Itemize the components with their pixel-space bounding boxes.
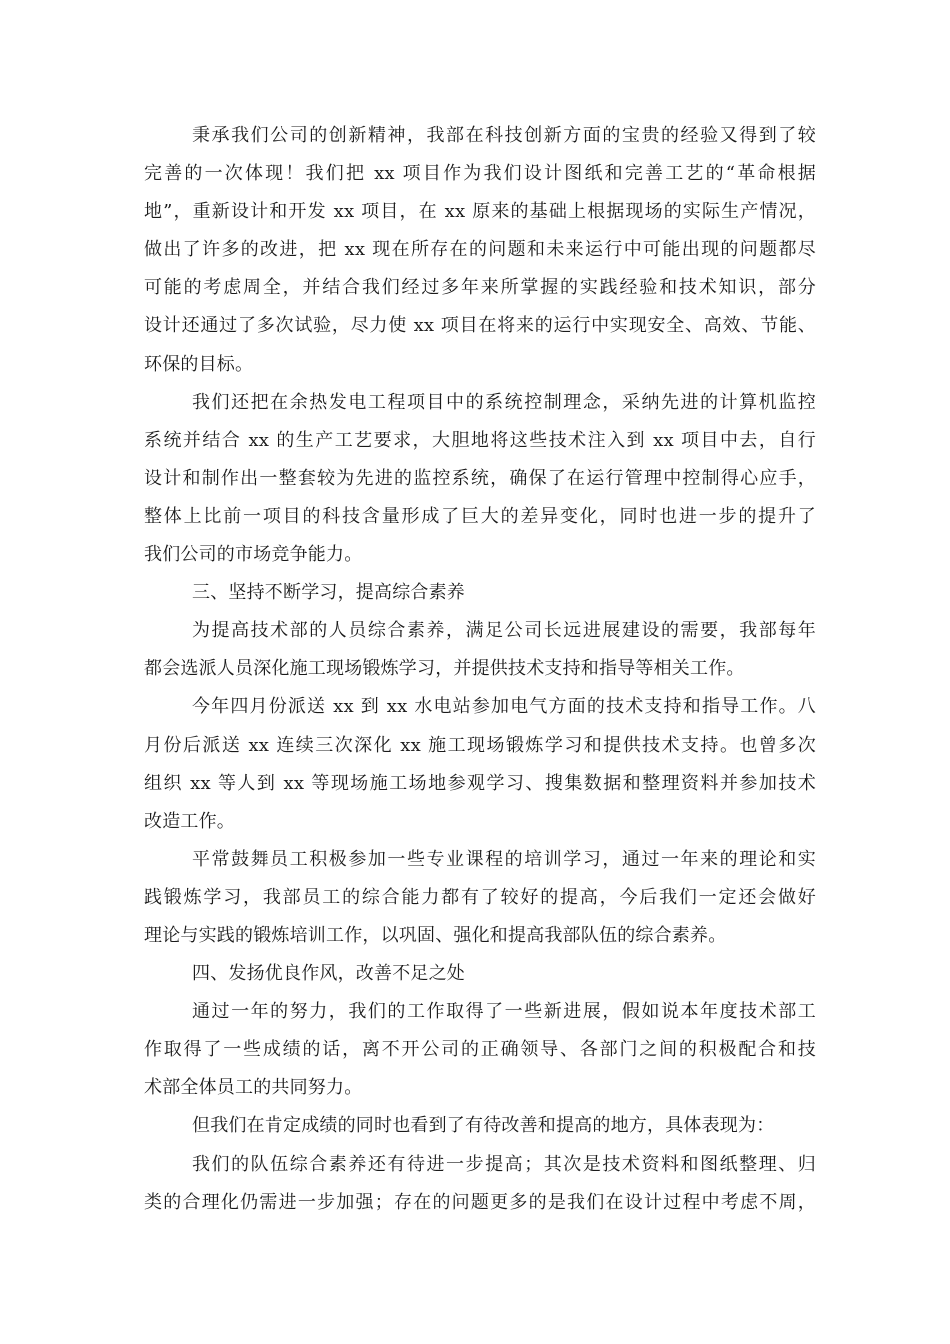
text-line: 类的合理化仍需进一步加强；存在的问题更多的是我们在设计过程中考虑不周， bbox=[144, 1191, 816, 1213]
text-line: 地”，重新设计和开发 xx 项目，在 xx 原来的基础上根据现场的实际生产情况， bbox=[144, 201, 816, 223]
text-line: 系统并结合 xx 的生产工艺要求，大胆地将这些技术注入到 xx 项目中去，自行 bbox=[144, 429, 816, 451]
text-line: 组织 xx 等人到 xx 等现场施工场地参观学习、搜集数据和整理资料并参加技术 bbox=[144, 772, 816, 794]
text-line: 术部全体员工的共同努力。 bbox=[144, 1077, 363, 1099]
text-line: 我们的队伍综合素养还有待进一步提高；其次是技术资料和图纸整理、归 bbox=[192, 1153, 816, 1175]
text-line: 环保的目标。 bbox=[144, 353, 254, 375]
text-line: 完善的一次体现！我们把 xx 项目作为我们设计图纸和完善工艺的“革命根据 bbox=[144, 163, 816, 185]
text-line: 为提高技术部的人员综合素养，满足公司长远进展建设的需要，我部每年 bbox=[192, 620, 816, 642]
text-line: 做出了许多的改进，把 xx 现在所存在的问题和未来运行中可能出现的问题都尽 bbox=[144, 239, 816, 261]
text-line: 我们还把在余热发电工程项目中的系统控制理念，采纳先进的计算机监控 bbox=[192, 391, 816, 413]
text-line: 月份后派送 xx 连续三次深化 xx 施工现场锻炼学习和提供技术支持。也曾多次 bbox=[144, 734, 816, 756]
text-line: 秉承我们公司的创新精神，我部在科技创新方面的宝贵的经验又得到了较 bbox=[192, 125, 816, 146]
text-line: 践锻炼学习，我部员工的综合能力都有了较好的提高，今后我们一定还会做好 bbox=[144, 886, 816, 908]
text-line: 设计还通过了多次试验，尽力使 xx 项目在将来的运行中实现安全、高效、节能、 bbox=[144, 315, 816, 337]
text-line: 通过一年的努力，我们的工作取得了一些新进展，假如说本年度技术部工 bbox=[192, 1001, 816, 1023]
text-line: 四、发扬优良作风，改善不足之处 bbox=[192, 963, 465, 985]
text-line: 都会选派人员深化施工现场锻炼学习，并提供技术支持和指导等相关工作。 bbox=[144, 658, 745, 680]
text-line: 可能的考虑周全，并结合我们经过多年来所掌握的实践经验和技术知识，部分 bbox=[144, 277, 816, 299]
text-line: 今年四月份派送 xx 到 xx 水电站参加电气方面的技术支持和指导工作。八 bbox=[192, 696, 816, 718]
text-line: 理论与实践的锻炼培训工作，以巩固、强化和提高我部队伍的综合素养。 bbox=[144, 924, 727, 946]
text-line: 但我们在肯定成绩的同时也看到了有待改善和提高的地方，具体表现为： bbox=[192, 1115, 775, 1137]
text-line: 三、坚持不断学习，提高综合素养 bbox=[192, 582, 465, 604]
text-line: 我们公司的市场竞争能力。 bbox=[144, 544, 363, 566]
text-line: 整体上比前一项目的科技含量形成了巨大的差异变化，同时也进一步的提升了 bbox=[144, 505, 816, 527]
text-line: 设计和制作出一整套较为先进的监控系统，确保了在运行管理中控制得心应手， bbox=[144, 467, 816, 489]
text-line: 作取得了一些成绩的话，离不开公司的正确领导、各部门之间的积极配合和技 bbox=[144, 1039, 816, 1061]
text-line: 改造工作。 bbox=[144, 810, 235, 832]
document-body bbox=[144, 117, 816, 1222]
text-line: 平常鼓舞员工积极参加一些专业课程的培训学习，通过一年来的理论和实 bbox=[192, 848, 816, 870]
